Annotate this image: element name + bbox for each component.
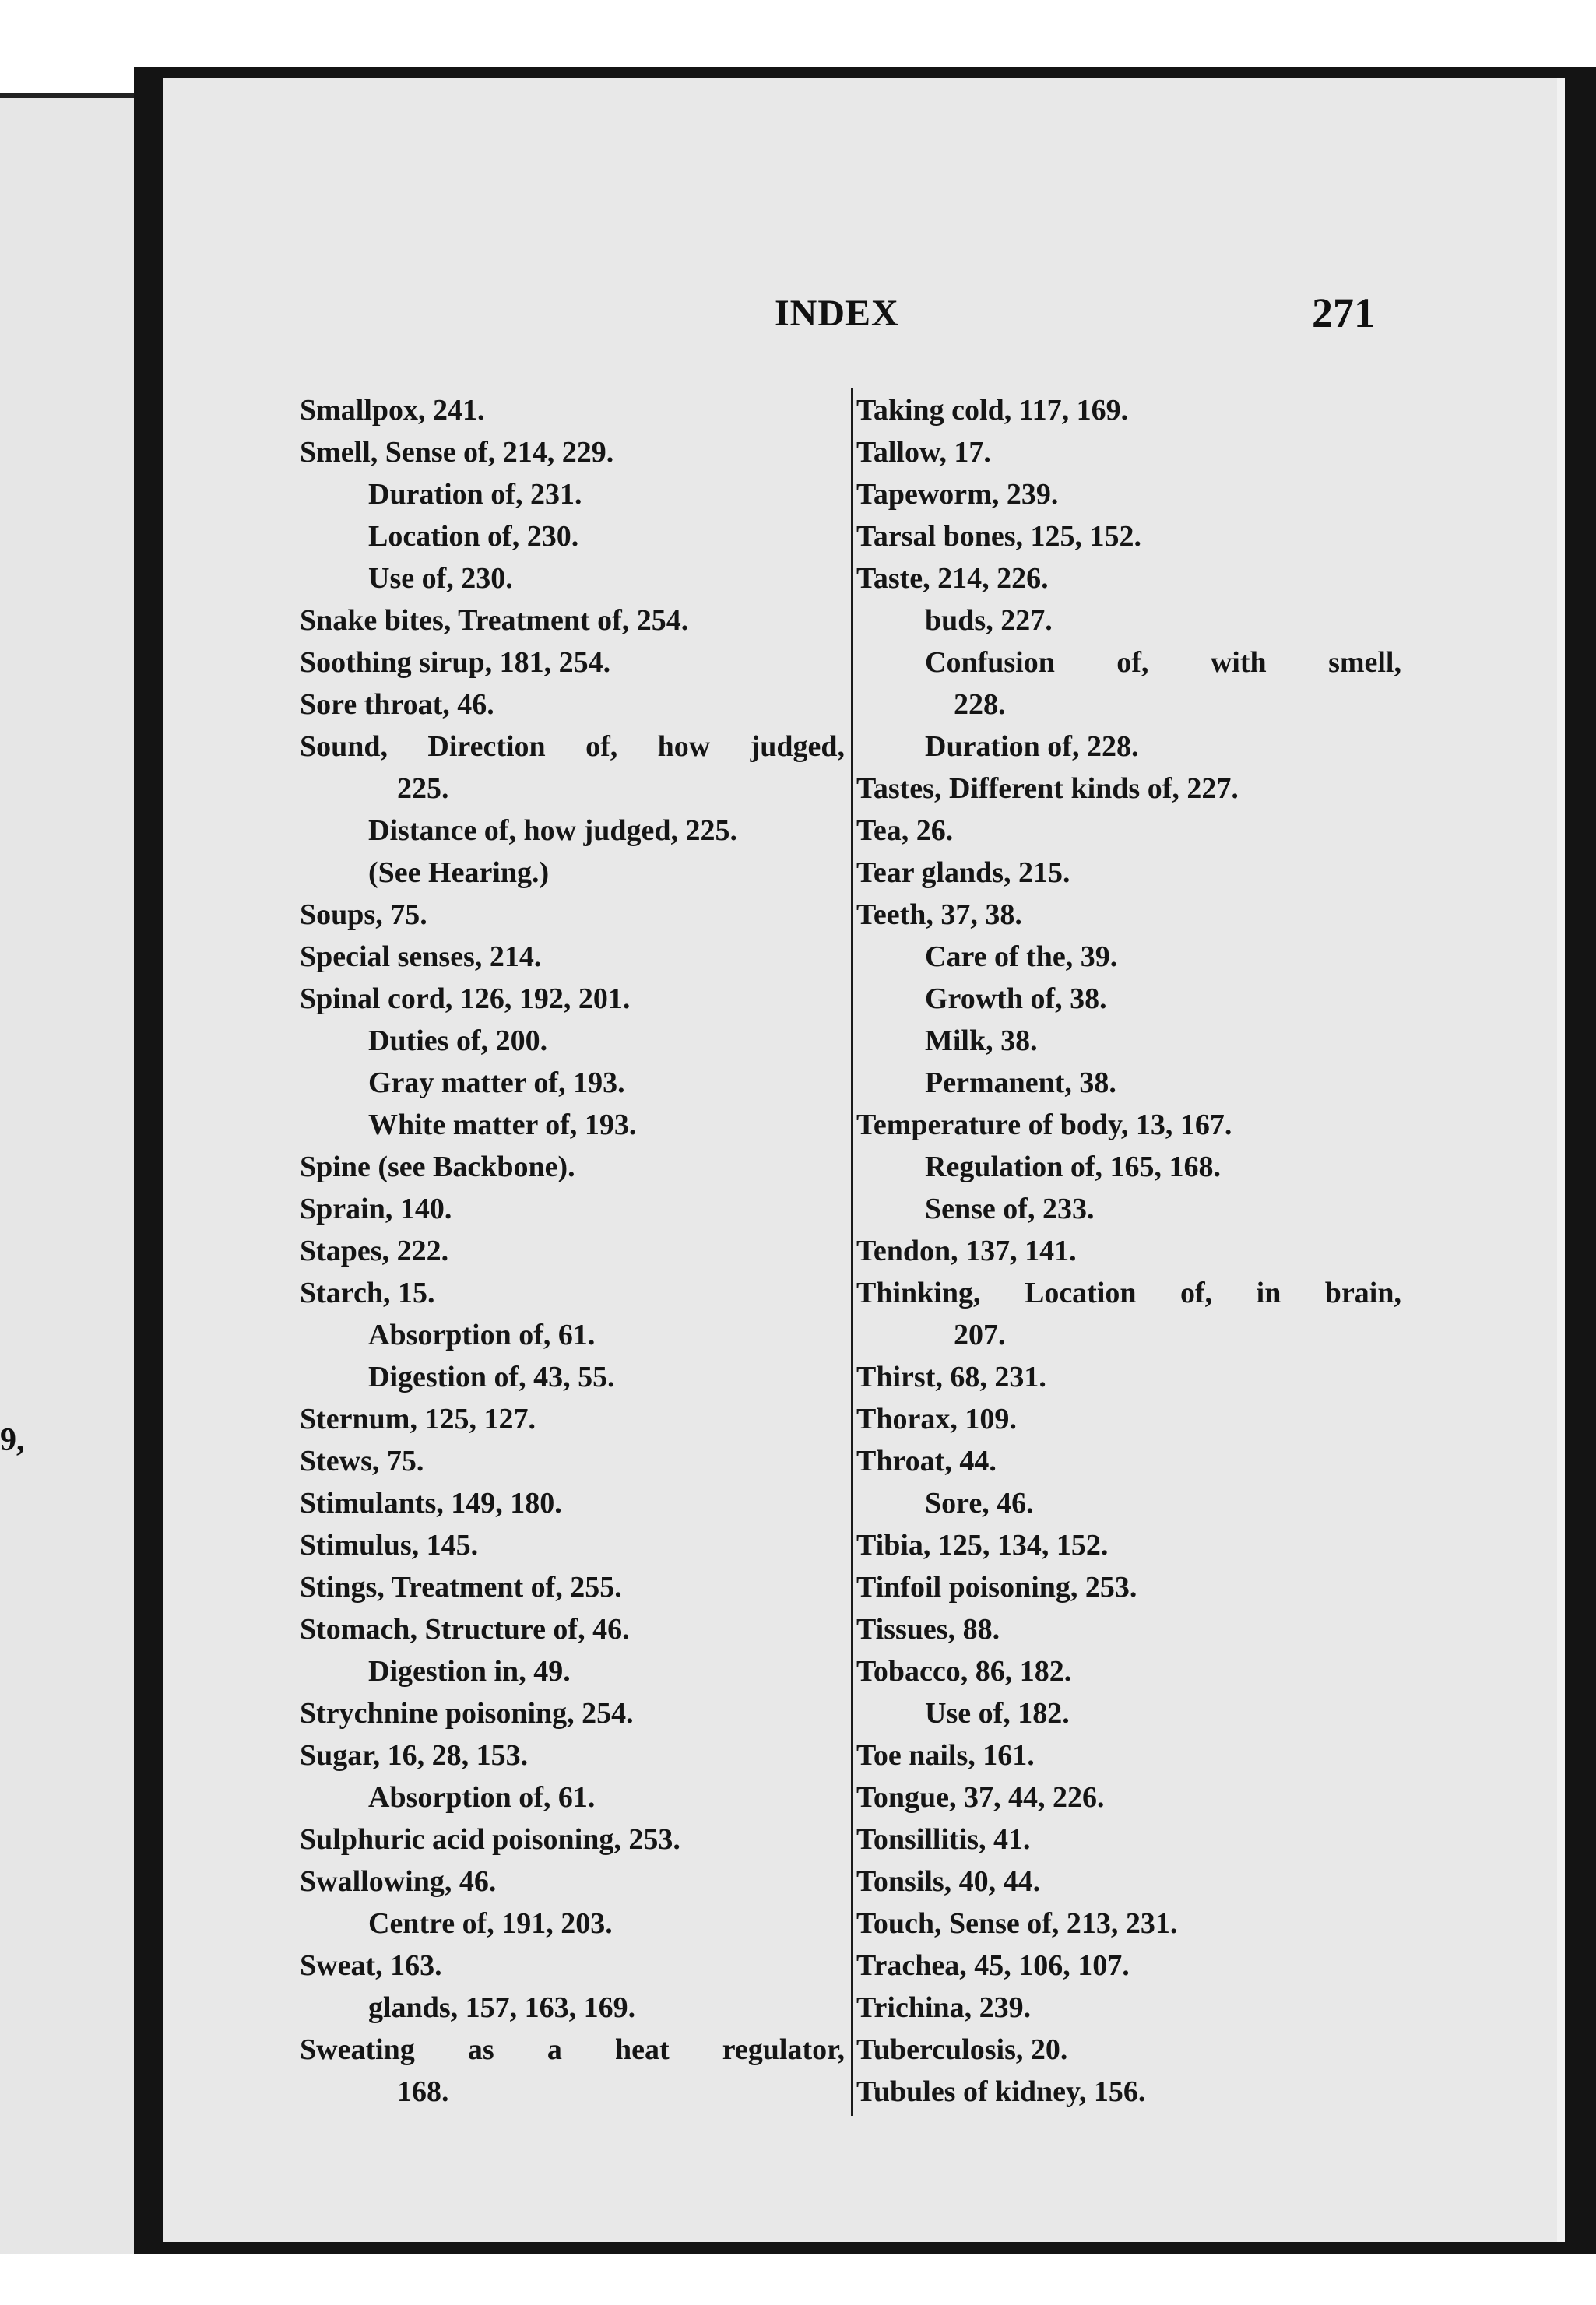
index-entry: Soothing sirup, 181, 254. [300,646,611,679]
index-entry: Stimulus, 145. [300,1529,479,1562]
index-subentry: 207. [954,1319,1006,1351]
index-subentry: glands, 157, 163, 169. [368,1991,636,2024]
index-subentry: Care of the, 39. [925,940,1118,973]
index-subentry: (See Hearing.) [368,856,550,889]
index-entry: Tapeworm, 239. [856,478,1059,511]
index-subentry: Sore, 46. [925,1487,1034,1520]
index-subentry: Confusion of, with smell, [925,646,1401,679]
index-entry: Taking cold, 117, 169. [856,394,1129,427]
index-subentry: Duties of, 200. [368,1024,548,1057]
index-subentry: Centre of, 191, 203. [368,1907,613,1940]
index-subentry: Growth of, 38. [925,982,1107,1015]
index-entry: Sore throat, 46. [300,688,494,721]
index-entry: Tobacco, 86, 182. [856,1655,1072,1688]
index-entry: Stings, Treatment of, 255. [300,1571,622,1604]
index-entry: Teeth, 37, 38. [856,898,1022,931]
index-entry: Sweat, 163. [300,1949,442,1982]
index-subentry: Duration of, 231. [368,478,582,511]
index-entry: Starch, 15. [300,1277,435,1309]
index-subentry: Gray matter of, 193. [368,1066,625,1099]
index-entry: Thirst, 68, 231. [856,1361,1046,1393]
index-entry: Tallow, 17. [856,436,991,469]
index-entry: Tuberculosis, 20. [856,2033,1068,2066]
index-entry: Tongue, 37, 44, 226. [856,1781,1105,1814]
index-entry: Tarsal bones, 125, 152. [856,520,1141,553]
index-subentry: Use of, 230. [368,562,513,595]
index-entry: Throat, 44. [856,1445,997,1478]
index-entry: Sprain, 140. [300,1193,452,1225]
page-number: 271 [1312,290,1375,336]
index-subentry: Distance of, how judged, 225. [368,814,737,847]
index-entry: Sweating as a heat regulator, [300,2033,845,2066]
index-subentry: Duration of, 228. [925,730,1139,763]
index-entry: Sound, Direction of, how judged, [300,730,845,763]
index-subentry: Use of, 182. [925,1697,1070,1730]
index-column-right [856,389,1401,2113]
index-entry: Tear glands, 215. [856,856,1070,889]
index-subentry: 228. [954,688,1006,721]
index-entry: Soups, 75. [300,898,427,931]
index-entry: Special senses, 214. [300,940,542,973]
index-entry: Tibia, 125, 134, 152. [856,1529,1109,1562]
index-entry: Taste, 214, 226. [856,562,1049,595]
index-entry: Tubules of kidney, 156. [856,2075,1146,2108]
index-entry: Stews, 75. [300,1445,424,1478]
index-entry: Stapes, 222. [300,1235,449,1267]
index-entry: Spine (see Backbone). [300,1151,575,1183]
index-entry: Strychnine poisoning, 254. [300,1697,634,1730]
index-subentry: Regulation of, 165, 168. [925,1151,1221,1183]
index-subentry: Digestion of, 43, 55. [368,1361,615,1393]
index-entry: Stomach, Structure of, 46. [300,1613,630,1646]
index-column-left [300,389,845,2113]
index-entry: Snake bites, Treatment of, 254. [300,604,689,637]
index-subentry: buds, 227. [925,604,1053,637]
index-entry: Tendon, 137, 141. [856,1235,1077,1267]
index-entry: Toe nails, 161. [856,1739,1035,1772]
index-entry: Stimulants, 149, 180. [300,1487,562,1520]
index-subentry: White matter of, 193. [368,1109,637,1141]
index-entry: Thorax, 109. [856,1403,1017,1435]
index-subentry: Permanent, 38. [925,1066,1116,1099]
index-entry: Swallowing, 46. [300,1865,497,1898]
index-subentry: 168. [397,2075,449,2108]
index-subentry: Absorption of, 61. [368,1781,596,1814]
left-page-edge [0,93,134,2254]
index-entry: Touch, Sense of, 213, 231. [856,1907,1178,1940]
index-subentry: Absorption of, 61. [368,1319,596,1351]
index-entry: Tissues, 88. [856,1613,1000,1646]
index-entry: Thinking, Location of, in brain, [856,1277,1401,1309]
index-entry: Tonsils, 40, 44. [856,1865,1041,1898]
index-entry: Smell, Sense of, 214, 229. [300,436,614,469]
index-entry: Sternum, 125, 127. [300,1403,536,1435]
index-entry: Smallpox, 241. [300,394,485,427]
column-divider [851,388,853,2116]
index-entry: Sulphuric acid poisoning, 253. [300,1823,680,1856]
index-subentry: Sense of, 233. [925,1193,1095,1225]
index-subentry: Milk, 38. [925,1024,1038,1057]
index-entry: Spinal cord, 126, 192, 201. [300,982,631,1015]
page-title: INDEX [775,293,899,334]
index-page [163,78,1565,2242]
index-entry: Tea, 26. [856,814,954,847]
index-entry: Tinfoil poisoning, 253. [856,1571,1137,1604]
running-head [163,292,1557,339]
index-entry: Sugar, 16, 28, 153. [300,1739,529,1772]
index-entry: Trichina, 239. [856,1991,1032,2024]
index-subentry: Digestion in, 49. [368,1655,571,1688]
index-entry: Temperature of body, 13, 167. [856,1109,1232,1141]
left-page-text-fragment: 9, [0,1422,25,1458]
index-entry: Trachea, 45, 106, 107. [856,1949,1130,1982]
index-entry: Tastes, Different kinds of, 227. [856,772,1239,805]
index-subentry: Location of, 230. [368,520,579,553]
index-subentry: 225. [397,772,449,805]
index-entry: Tonsillitis, 41. [856,1823,1031,1856]
